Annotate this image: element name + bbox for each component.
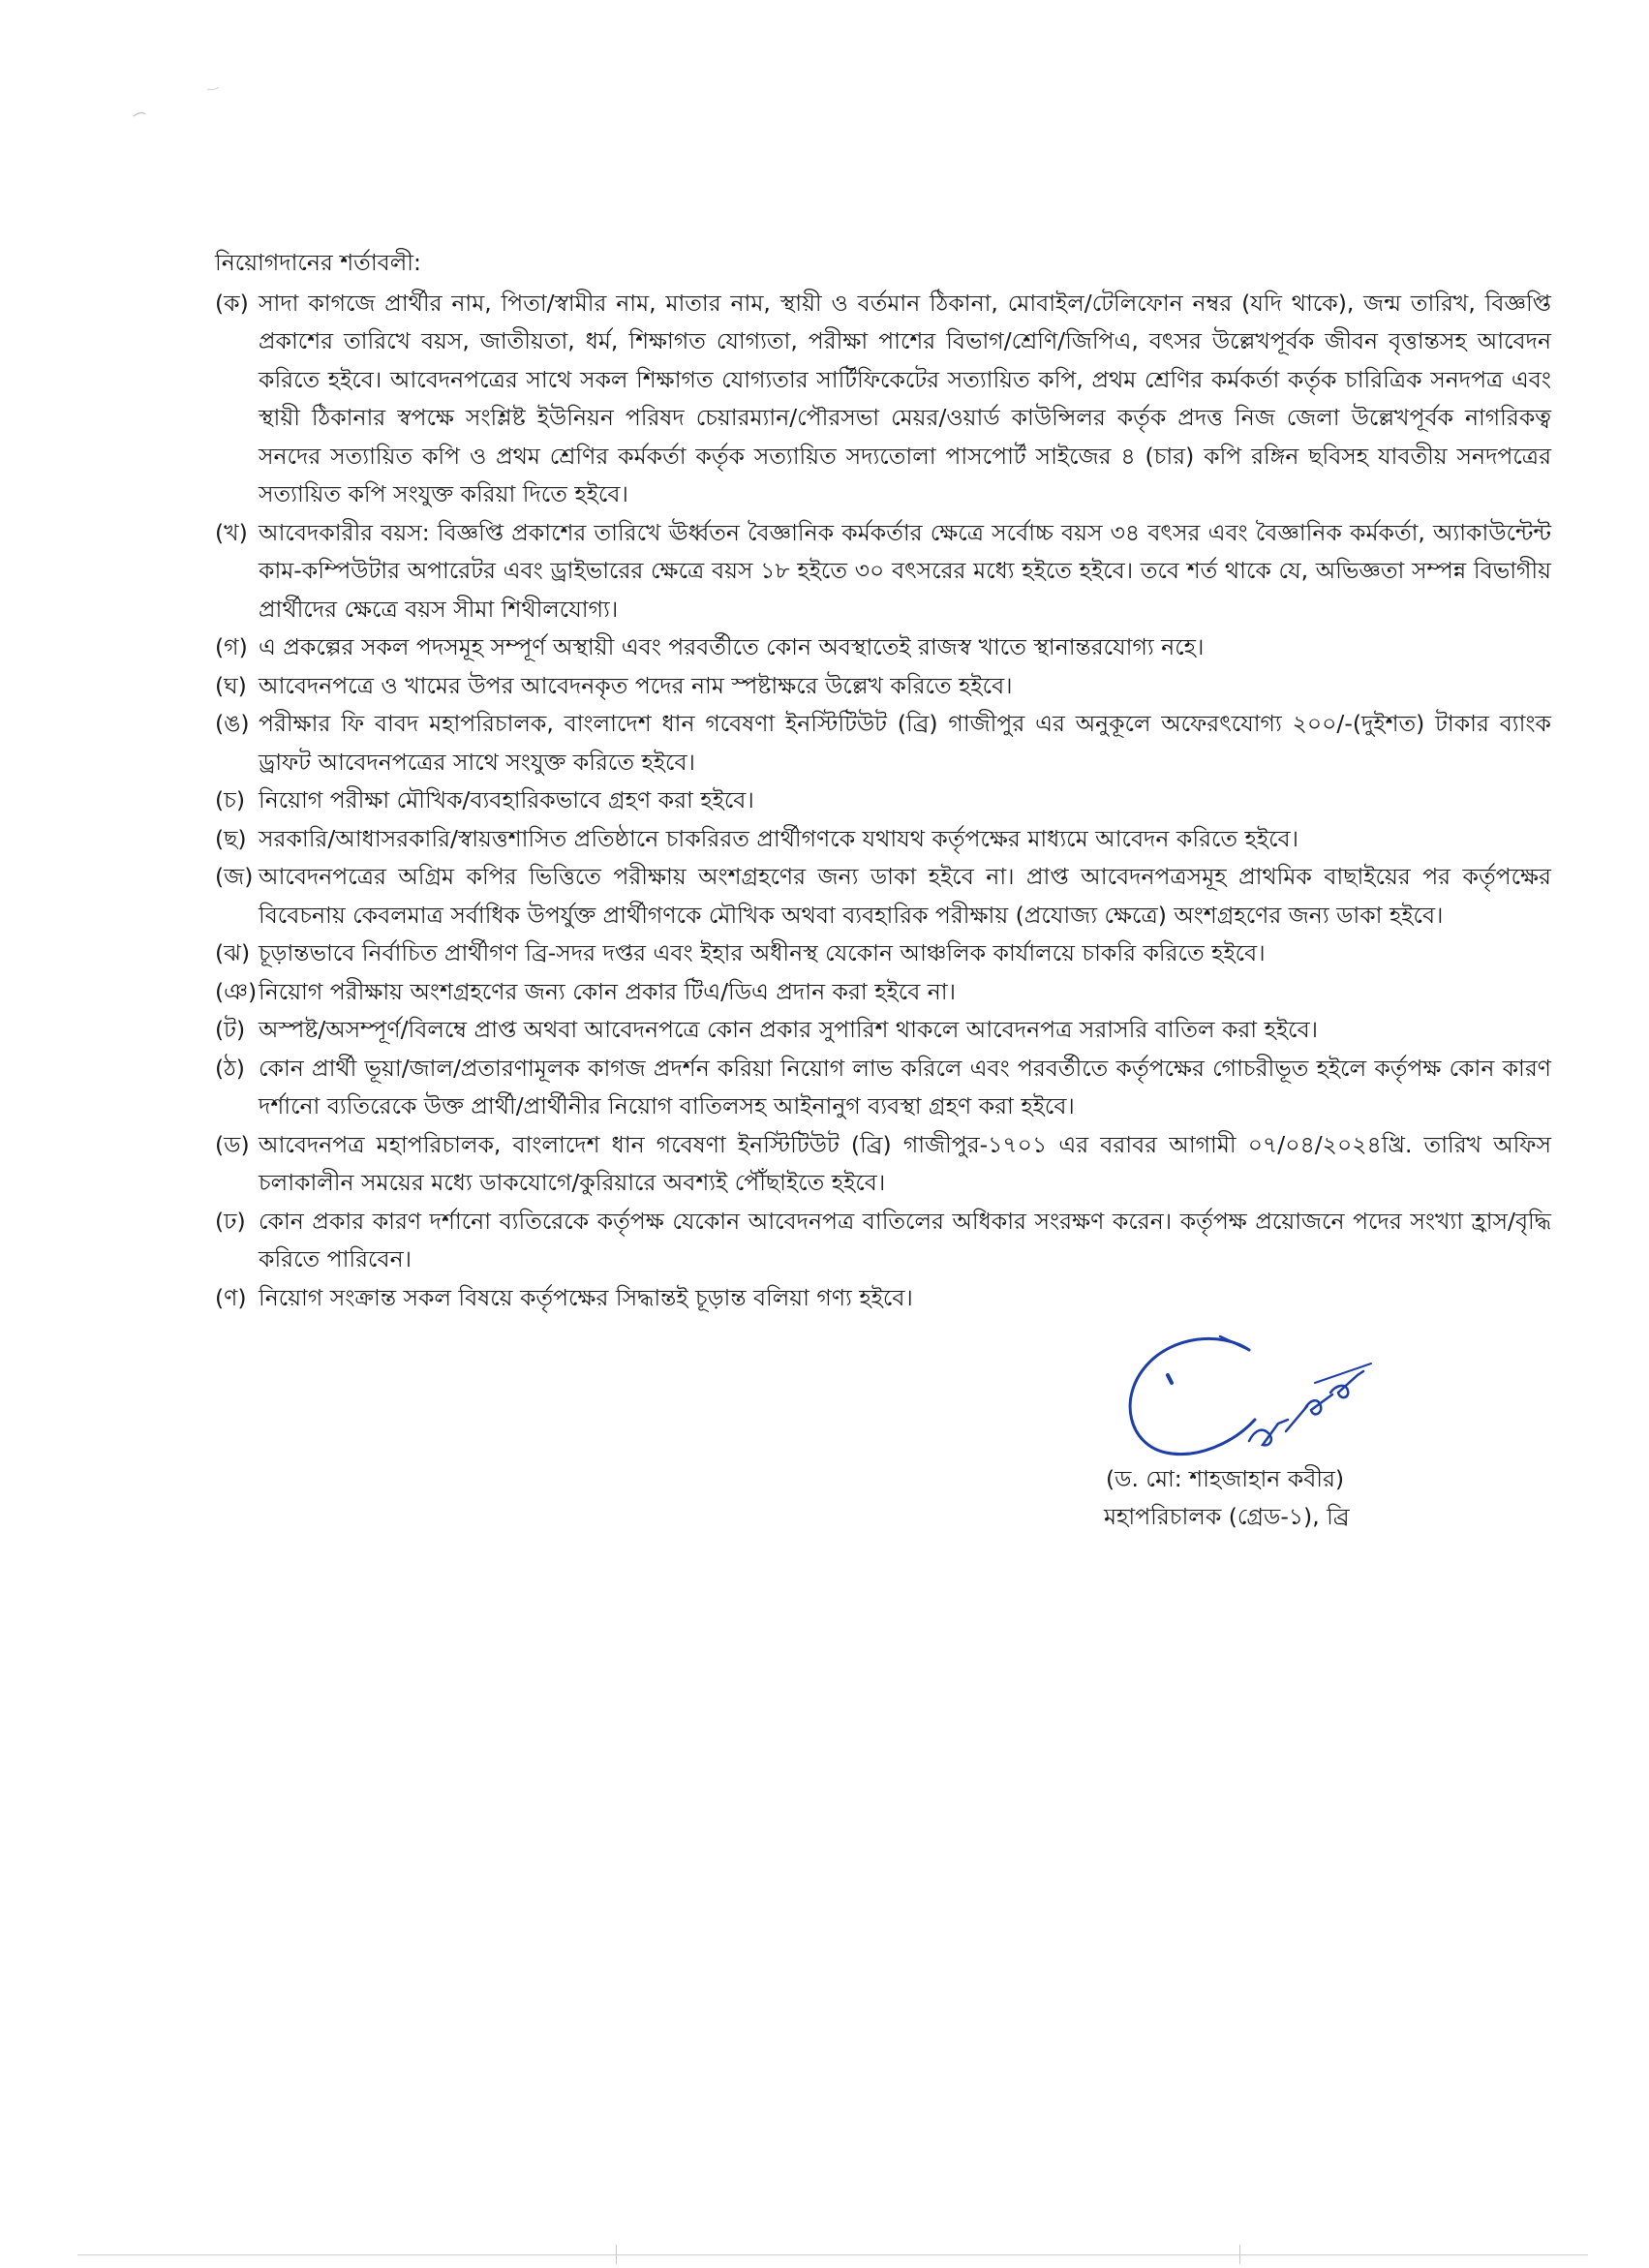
clause-marker: (ণ) <box>215 1283 247 1311</box>
clause-ta <box>215 1011 1551 1050</box>
clause-marker: (ঞ) <box>215 977 258 1005</box>
clause-ga <box>215 628 1551 667</box>
clause-da <box>215 1126 1551 1203</box>
signatory-block <box>1104 1460 1549 1536</box>
clause-text: নিয়োগ সংক্রান্ত সকল বিষয়ে কর্তৃপক্ষের সিদ্ধান্তই চূড়ান্ত বলিয়া গণ্য হইবে। <box>259 1283 913 1311</box>
clause-marker: (ড) <box>215 1130 250 1158</box>
clause-marker: (ঝ) <box>215 939 251 966</box>
clause-na <box>215 1279 1551 1318</box>
clause-text: সাদা কাগজে প্রার্থীর নাম, পিতা/স্বামীর নাম, মাতার নাম, স্থায়ী ও বর্তমান ঠিকানা, মোবাইল/টেলিফোন নম্বর (যদি থাকে), জন্ম তারিখ, বিজ্ঞপ্তি প্রকাশের তারিখে বয়স, জাতীয়তা, ধর্ম, শিক্ষাগত যোগ্যতা, পরীক্ষা পাশের বিভাগ/শ্রেণি/জিপিএ, বৎসর উল্লেখপূর্বক জীবন বৃত্তান্তসহ আবেদন করিতে হইবে। আবেদনপত্রের সাথে সকল শিক্ষাগত যোগ্যতার সার্টিফিকেটের সত্যায়িত কপি, প্রথম শ্রেণির কর্মকর্তা কর্তৃক চারিত্রিক সনদপত্র এবং স্থায়ী ঠিকানার স্বপক্ষে সংশ্লিষ্ট ইউনিয়ন পরিষদ চেয়ারম্যান/পৌরসভা মেয়র/ওয়ার্ড কাউন্সিলর কর্তৃক প্রদত্ত নিজ জেলা উল্লেখপূর্বক নাগরিকত্ব সনদের সত্যায়িত কপি ও প্রথম শ্রেণির কর্মকর্তা কর্তৃক সত্যায়িত সদ্যতোলা পাসপোর্ট সাইজের ৪ (চার) কপি রঙ্গিন ছবিসহ যাবতীয় সনদপত্রের সত্যায়িত কপি সংযুক্ত করিয়া দিতে হইবে। <box>259 289 1551 507</box>
conditions-heading: নিয়োগদানের শর্তাবলী: <box>215 249 421 276</box>
handwritten-signature <box>1104 1327 1375 1472</box>
clause-text: নিয়োগ পরীক্ষা মৌখিক/ব্যবহারিকভাবে গ্রহণ করা হইবে। <box>259 786 754 813</box>
clause-text: পরীক্ষার ফি বাবদ মহাপরিচালক, বাংলাদেশ ধান গবেষণা ইনস্টিটিউট (ব্রি) গাজীপুর এর অনুকূলে অফেরৎযোগ্য ২০০/-(দুইশত) টাকার ব্যাংক ড্রাফট আবেদনপত্রের সাথে সংযুক্ত করিতে হইবে। <box>259 710 1551 776</box>
scan-edge-tick <box>616 2245 617 2264</box>
conditions-section <box>215 244 1551 1317</box>
clause-text: এ প্রকল্পের সকল পদসমূহ সম্পূর্ণ অস্থায়ী এবং পরবর্তীতে কোন অবস্থাতেই রাজস্ব খাতে স্থানান্তরযোগ্য নহে। <box>259 633 1205 660</box>
clause-marker: (গ) <box>215 633 248 660</box>
clause-text: আবেদনপত্রের অগ্রিম কপির ভিত্তিতে পরীক্ষায় অংশগ্রহণের জন্য ডাকা হইবে না। প্রাপ্ত আবেদনপত্রসমূহ প্রাথমিক বাছাইয়ের পর কর্তৃপক্ষের বিবেচনায় কেবলমাত্র সর্বাধিক উপর্যুক্ত প্রার্থীগণকে মৌখিক অথবা ব্যবহারিক পরীক্ষায় (প্রযোজ্য ক্ষেত্রে) অংশগ্রহণের জন্য ডাকা হইবে। <box>259 863 1551 929</box>
clause-marker: (ট) <box>215 1016 246 1043</box>
scan-bottom-edge <box>77 2254 1588 2255</box>
scan-edge-tick <box>1239 2245 1240 2264</box>
clause-cha <box>215 782 1551 820</box>
clause-text: চূড়ান্তভাবে নির্বাচিত প্রার্থীগণ ব্রি-সদর দপ্তর এবং ইহার অধীনস্থ যেকোন আঞ্চলিক কার্যালয়ে চাকরি করিতে হইবে। <box>259 939 1266 966</box>
clause-text: আবেদনপত্রে ও খামের উপর আবেদনকৃত পদের নাম স্পষ্টাক্ষরে উল্লেখ করিতে হইবে। <box>259 671 1013 699</box>
signatory-name: (ড. মো: শাহজাহান কবীর) <box>1106 1465 1345 1492</box>
clause-marker: (ঘ) <box>215 671 247 699</box>
clause-text: আবেদনপত্র মহাপরিচালক, বাংলাদেশ ধান গবেষণা ইনস্টিটিউট (ব্রি) গাজীপুর-১৭০১ এর বরাবর আগামী ০৭/০৪/২০২৪খ্রি. তারিখ অফিস চলাকালীন সময়ের মধ্যে ডাকযোগে/কুরিয়ারে অবশ্যই পৌঁছাইতে হইবে। <box>259 1130 1551 1196</box>
clause-text: আবেদকারীর বয়স: বিজ্ঞপ্তি প্রকাশের তারিখে ঊর্ধ্বতন বৈজ্ঞানিক কর্মকর্তার ক্ষেত্রে সর্বোচ্চ বয়স ৩৪ বৎসর এবং বৈজ্ঞানিক কর্মকর্তা, অ্যাকাউন্টেন্ট কাম-কম্পিউটার অপারেটর এবং ড্রাইভারের ক্ষেত্রে বয়স ১৮ হইতে ৩০ বৎসরের মধ্যে হইতে হইবে। তবে শর্ত থাকে যে, অভিজ্ঞতা সম্পন্ন বিভাগীয় প্রার্থীদের ক্ষেত্রে বয়স সীমা শিথীলযোগ্য। <box>259 518 1551 623</box>
clause-marker: (ঠ) <box>215 1054 245 1082</box>
clause-nya <box>215 973 1551 1012</box>
signatory-designation: মহাপরিচালক (গ্রেড-১), ব্রি <box>1104 1503 1350 1530</box>
scan-speck <box>124 81 221 120</box>
clause-marker: (জ) <box>215 863 254 890</box>
clause-marker: (চ) <box>215 786 246 813</box>
clause-text: কোন প্রকার কারণ দর্শানো ব্যতিরেকে কর্তৃপক্ষ যেকোন আবেদনপত্র বাতিলের অধিকার সংরক্ষণ করেন। কর্তৃপক্ষ প্রয়োজনে পদের সংখ্যা হ্রাস/বৃদ্ধি করিতে পারিবেন। <box>259 1207 1551 1272</box>
clause-text: নিয়োগ পরীক্ষায় অংশগ্রহণের জন্য কোন প্রকার টিএ/ডিএ প্রদান করা হইবে না। <box>259 977 957 1005</box>
clause-jha <box>215 935 1551 973</box>
clause-tha <box>215 1050 1551 1126</box>
clause-text: কোন প্রার্থী ভূয়া/জাল/প্রতারণামূলক কাগজ প্রদর্শন করিয়া নিয়োগ লাভ করিলে এবং পরবর্তীতে কর্তৃপক্ষের গোচরীভূত হইলে কর্তৃপক্ষ কোন কারণ দর্শানো ব্যতিরেকে উক্ত প্রার্থী/প্রার্থীনীর নিয়োগ বাতিলসহ আইনানুগ ব্যবস্থা গ্রহণ করা হইবে। <box>259 1054 1551 1119</box>
clause-marker: (খ) <box>215 518 248 546</box>
clause-ja <box>215 858 1551 935</box>
clause-text: অস্পষ্ট/অসম্পূর্ণ/বিলম্বে প্রাপ্ত অথবা আবেদনপত্রে কোন প্রকার সুপারিশ থাকলে আবেদনপত্র সরাসরি বাতিল করা হইবে। <box>259 1016 1319 1043</box>
clause-text: সরকারি/আধাসরকারি/স্বায়ত্তশাসিত প্রতিষ্ঠানে চাকরিরত প্রার্থীগণকে যথাযথ কর্তৃপক্ষের মাধ্যমে আবেদন করিতে হইবে। <box>259 824 1299 852</box>
clause-marker: (ক) <box>215 289 249 317</box>
clause-dha <box>215 1203 1551 1279</box>
clause-marker: (ছ) <box>215 824 247 852</box>
clause-chha <box>215 820 1551 859</box>
clause-marker: (ঢ) <box>215 1207 246 1235</box>
clause-gha <box>215 667 1551 706</box>
clause-uma <box>215 705 1551 782</box>
clause-marker: (ঙ) <box>215 710 250 737</box>
clause-kha <box>215 514 1551 629</box>
clause-ka <box>215 285 1551 514</box>
